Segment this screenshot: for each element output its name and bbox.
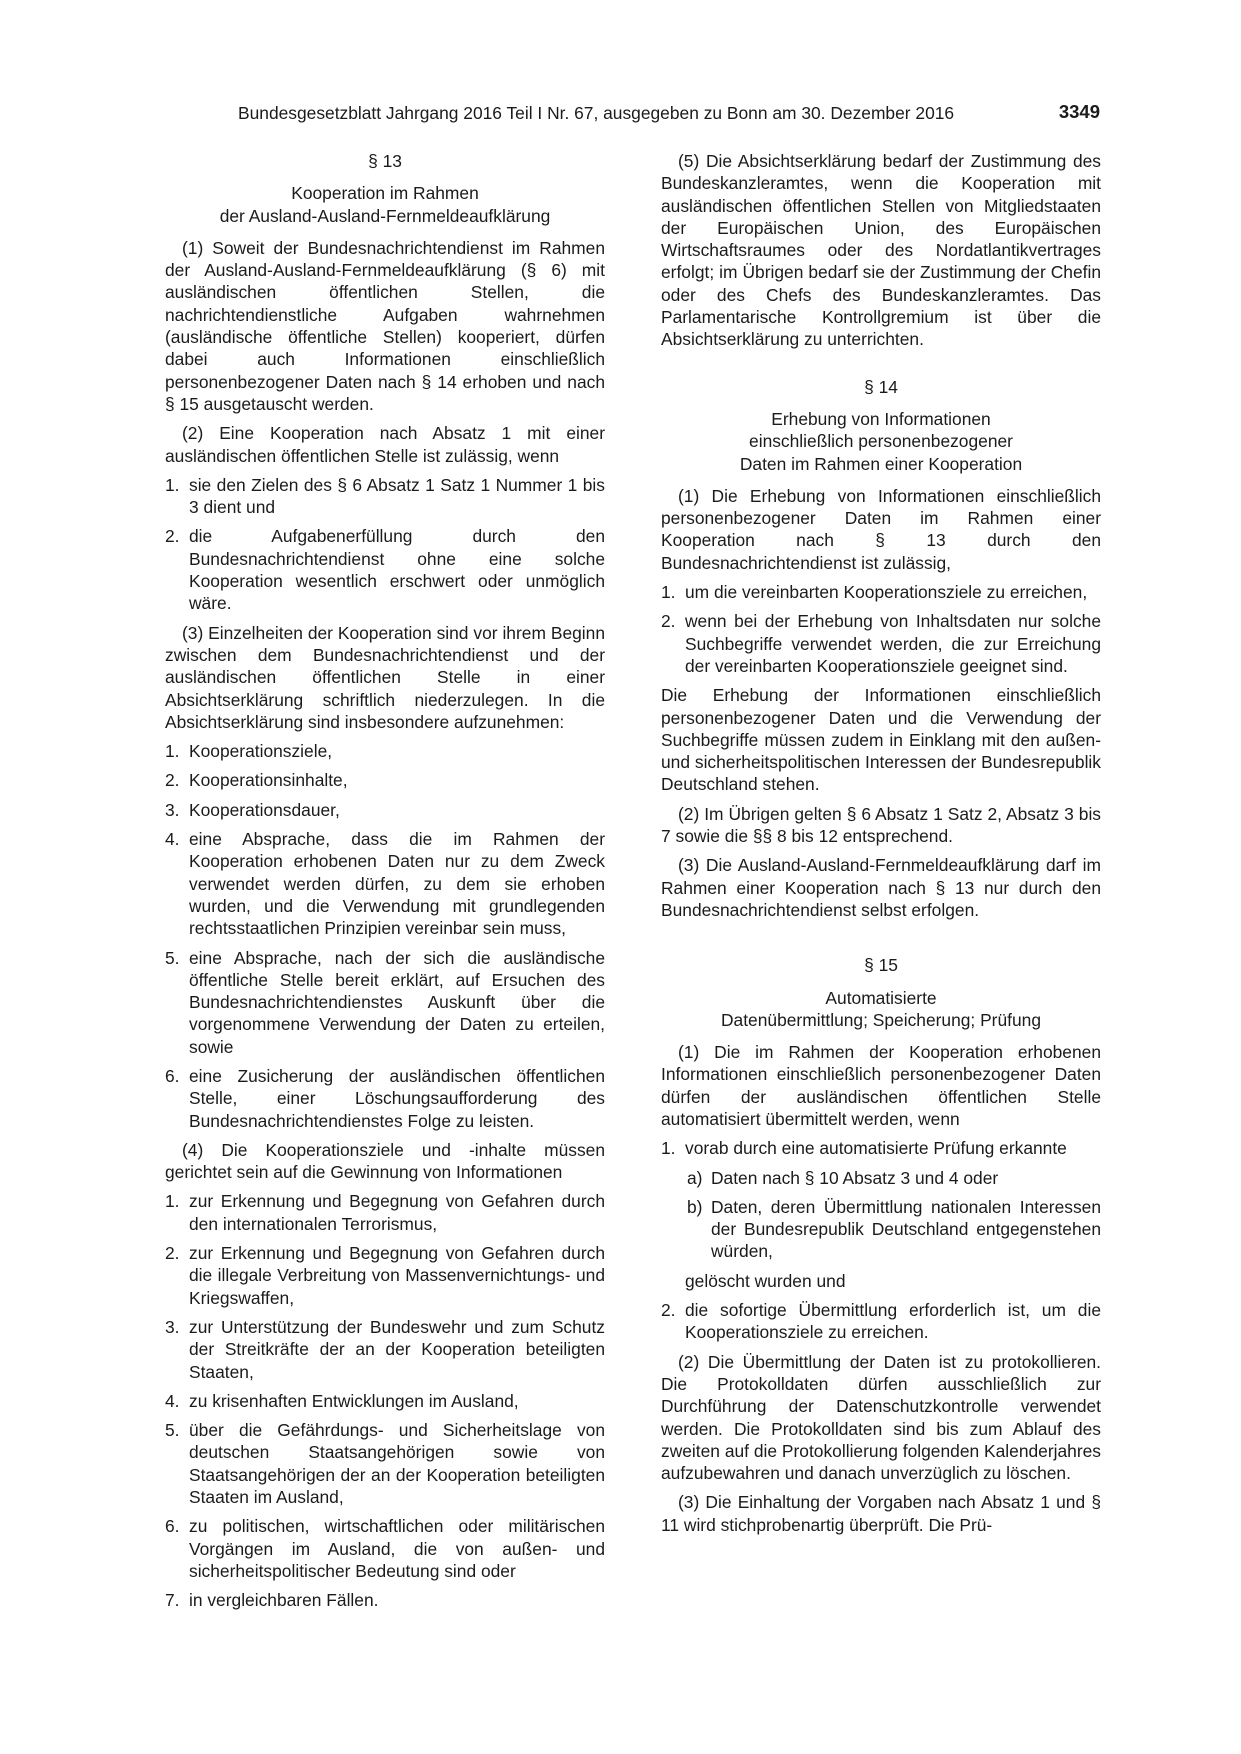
list-item-number: 1. — [661, 582, 676, 603]
section-13-paragraph-2-list — [165, 474, 605, 615]
list-item — [165, 1190, 605, 1235]
list-item — [165, 740, 605, 762]
section-13-title — [165, 182, 605, 227]
section-14-number: § 14 — [864, 376, 898, 397]
section-13-title-line-1: Kooperation im Rahmen — [291, 183, 479, 204]
list-item-number: 4. — [165, 1390, 180, 1411]
list-item — [165, 1242, 605, 1309]
list-item — [165, 1589, 605, 1611]
section-14-paragraph-1-list — [661, 581, 1101, 677]
section-13-paragraph-1: (1) Soweit der Bundesnachrichtendienst im Rahmen der Ausland-Ausland-Fernmeldeaufklärung (§ 6) mit ausländischen öffentlichen Stellen, die nachrichtendienstliche Aufgaben wahrnehmen (ausländische öffentliche Stellen) kooperiert, dürfen dabei auch Informationen einschließlich personenbezogener Daten nach § 14 erhoben und nach § 15 ausgetauscht werden. — [165, 237, 605, 414]
section-15-paragraph-1: (1) Die im Rahmen der Kooperation erhobenen Informationen einschließlich personenbezogener Daten dürfen der ausländischen öffentlichen Stelle automatisiert übermittelt werden, wenn — [661, 1042, 1101, 1129]
section-14-title — [661, 408, 1101, 475]
list-item-number: 2. — [165, 526, 180, 547]
list-item-number: 2. — [165, 770, 180, 791]
list-item-number: 6. — [165, 1516, 180, 1537]
section-13-paragraph-4-list — [165, 1190, 605, 1611]
list-item — [165, 947, 605, 1058]
list-item-number: 3. — [165, 799, 180, 820]
list-item-text: eine Zusicherung der ausländischen öffentlichen Stelle, einer Löschungsaufforderung des Bundesnachrichtendienstes Folge zu leisten. — [189, 1065, 605, 1131]
list-item — [165, 1065, 605, 1132]
list-item — [165, 828, 605, 939]
list-item-number: 5. — [165, 947, 180, 968]
section-15-title-line-2: Datenübermittlung; Speicherung; Prüfung — [721, 1009, 1041, 1030]
list-item-number: 2. — [661, 1300, 676, 1321]
list-item-number: 6. — [165, 1065, 180, 1086]
list-item-text: die sofortige Übermittlung erforderlich ist, um die Kooperationsziele zu erreichen. — [685, 1300, 1101, 1343]
header-title: Bundesgesetzblatt Jahrgang 2016 Teil I Nr. 67, ausgegeben zu Bonn am 30. Dezember 2016 — [238, 103, 955, 123]
section-14-paragraph-1: (1) Die Erhebung von Informationen einschließlich personenbezogener Daten im Rahmen einer Kooperation nach § 13 durch den Bundesnachrichtendienst ist zulässig, — [661, 485, 1101, 573]
section-15-title-line-1: Automatisierte — [825, 987, 937, 1008]
section-14-title-line-2: einschließlich personenbezogener — [749, 431, 1013, 452]
section-14-paragraph-2: (2) Im Übrigen gelten § 6 Absatz 1 Satz 2, Absatz 3 bis 7 sowie die §§ 8 bis 12 entsprechend. — [661, 803, 1101, 847]
list-item-text: zu krisenhaften Entwicklungen im Ausland, — [189, 1390, 519, 1411]
left-column — [165, 150, 605, 1619]
list-item-text: sie den Zielen des § 6 Absatz 1 Satz 1 Nummer 1 bis 3 dient und — [189, 474, 605, 518]
list-item-text: zur Erkennung und Begegnung von Gefahren durch die illegale Verbreitung von Massenvernichtungs- und Kriegswaffen, — [189, 1243, 605, 1308]
page-header — [238, 100, 1100, 126]
right-column — [661, 150, 1101, 1543]
list-item-number: 1. — [165, 1191, 180, 1212]
list-item — [661, 610, 1101, 677]
list-item-text: eine Absprache, dass die im Rahmen der Kooperation erhobenen Daten nur zu dem Zweck verwendet werden dürfen, zu dem sie erhoben wurden, und die Verwendung mit grundlegenden rechtsstaatlichen Prinzipien vereinbar sein muss, — [189, 829, 605, 939]
list-item-continuation: gelöscht wurden und — [685, 1270, 846, 1291]
list-item-text: in vergleichbaren Fällen. — [189, 1590, 379, 1611]
list-item-text: Kooperationsziele, — [189, 741, 333, 762]
section-13-number: § 13 — [368, 151, 402, 171]
list-item-number: 4. — [165, 829, 180, 850]
list-item-text: zur Erkennung und Begegnung von Gefahren durch den internationalen Terrorismus, — [189, 1191, 605, 1234]
list-item — [165, 769, 605, 791]
list-item — [661, 1299, 1101, 1344]
list-item-number: 2. — [661, 611, 676, 632]
section-15-title — [661, 987, 1101, 1032]
sub-list-item — [661, 1167, 1101, 1189]
section-15-number: § 15 — [864, 955, 898, 976]
section-13-paragraph-2: (2) Eine Kooperation nach Absatz 1 mit einer ausländischen öffentlichen Stelle ist zulässig, wenn — [165, 423, 605, 466]
list-item-number: 1. — [165, 474, 180, 495]
list-item-number: 1. — [165, 741, 180, 762]
list-item — [165, 1316, 605, 1383]
list-item-text: zur Unterstützung der Bundeswehr und zum Schutz der Streitkräfte der an der Kooperation beteiligten Staaten, — [189, 1316, 605, 1382]
list-item-text: Kooperationsdauer, — [189, 799, 340, 820]
list-item-number: 1. — [661, 1138, 676, 1159]
section-15-paragraph-2: (2) Die Übermittlung der Daten ist zu protokollieren. Die Protokolldaten dürfen ausschließlich zur Durchführung der Datenschutzkontrolle verwendet werden. Die Protokolldaten sind bis zum Ablauf des zweiten auf die Protokollierung folgenden Kalenderjahres aufzubewahren und danach unverzüglich zu löschen. — [661, 1351, 1101, 1484]
list-item-text: zu politischen, wirtschaftlichen oder militärischen Vorgängen im Ausland, die von außen- und sicherheitspolitischer Bedeutung sind oder — [189, 1516, 605, 1581]
list-item-text: über die Gefährdungs- und Sicherheitslage von deutschen Staatsangehörigen sowie von Staatsangehörigen der an der Kooperation beteiligten Staaten im Ausland, — [189, 1420, 605, 1508]
section-13-title-line-2: der Ausland-Ausland-Fernmeldeaufklärung — [219, 205, 551, 226]
list-item-number: 5. — [165, 1420, 180, 1441]
sub-list-item-letter: b) — [687, 1196, 703, 1217]
list-item — [165, 474, 605, 519]
list-item — [165, 1419, 605, 1508]
section-14-paragraph-3: (3) Die Ausland-Ausland-Fernmeldeaufklärung darf im Rahmen einer Kooperation nach § 13 nur durch den Bundesnachrichtendienst selbst erfolgen. — [661, 855, 1101, 920]
sub-list-item-letter: a) — [687, 1167, 703, 1188]
list-item-text: die Aufgabenerfüllung durch den Bundesnachrichtendienst ohne eine solche Kooperation wesentlich erschwert oder unmöglich wäre. — [189, 526, 605, 614]
list-item — [661, 1137, 1101, 1159]
section-14-title-line-1: Erhebung von Informationen — [771, 408, 991, 429]
section-13-paragraph-3: (3) Einzelheiten der Kooperation sind vor ihrem Beginn zwischen dem Bundesnachrichtendienst und der ausländischen öffentlichen Stelle in einer Absichtserklärung schriftlich niederzulegen. In die Absichtserklärung sind insbesondere aufzunehmen: — [165, 622, 605, 732]
list-item-text: eine Absprache, nach der sich die ausländische öffentliche Stelle bereit erklärt, auf Ersuchen des Bundesnachrichtendienstes Auskunft über die vorgenommene Verwendung der Daten zu erteilen, sowie — [189, 947, 605, 1057]
list-item-text: vorab durch eine automatisierte Prüfung erkannte — [685, 1138, 1067, 1159]
sub-list-item-text: Daten nach § 10 Absatz 3 und 4 oder — [711, 1167, 999, 1188]
list-item-number: 2. — [165, 1243, 180, 1264]
section-14-paragraph-1-tail: Die Erhebung der Informationen einschließlich personenbezogener Daten und die Verwendung der Suchbegriffe müssen zudem in Einklang mit den außen- und sicherheitspolitischen Interessen der Bundesrepublik Deutschland stehen. — [661, 685, 1101, 795]
list-item-text: um die vereinbarten Kooperationsziele zu erreichen, — [685, 582, 1088, 603]
page-number: 3349 — [1058, 101, 1100, 122]
list-item-text: Kooperationsinhalte, — [189, 770, 348, 791]
section-13-paragraph-5: (5) Die Absichtserklärung bedarf der Zustimmung des Bundeskanzleramtes, wenn die Kooperation mit ausländischen öffentlichen Stellen von Mitgliedstaaten der Europäischen Union, des Europäischen Wirtschaftsraumes oder des Nordatlantikvertrages erfolgt; im Übrigen bedarf sie der Zustimmung der Chefin oder des Chefs des Bundeskanzleramtes. Das Parlamentarische Kontrollgremium ist über die Absichtserklärung zu unterrichten. — [661, 151, 1101, 350]
list-item-number: 7. — [165, 1590, 180, 1611]
section-13-paragraph-4: (4) Die Kooperationsziele und -inhalte müssen gerichtet sein auf die Gewinnung von Informationen — [165, 1139, 605, 1183]
list-item — [165, 1390, 605, 1412]
sub-list-item-text: Daten, deren Übermittlung nationalen Interessen der Bundesrepublik Deutschland entgegenstehen würden, — [711, 1196, 1101, 1262]
list-item-number: 3. — [165, 1316, 180, 1337]
list-item — [661, 581, 1101, 603]
section-14-title-line-3: Daten im Rahmen einer Kooperation — [739, 453, 1023, 474]
list-item — [165, 525, 605, 614]
list-item-text: wenn bei der Erhebung von Inhaltsdaten nur solche Suchbegriffe verwendet werden, die zur Erreichung der vereinbarten Kooperationsziele geeignet sind. — [685, 611, 1101, 676]
list-item — [165, 1515, 605, 1582]
section-13-paragraph-3-list — [165, 740, 605, 1132]
section-15-paragraph-3: (3) Die Einhaltung der Vorgaben nach Absatz 1 und § 11 wird stichprobenartig überprüft. Die Prü- — [661, 1492, 1101, 1535]
list-item — [165, 799, 605, 821]
sub-list-item — [661, 1196, 1101, 1263]
